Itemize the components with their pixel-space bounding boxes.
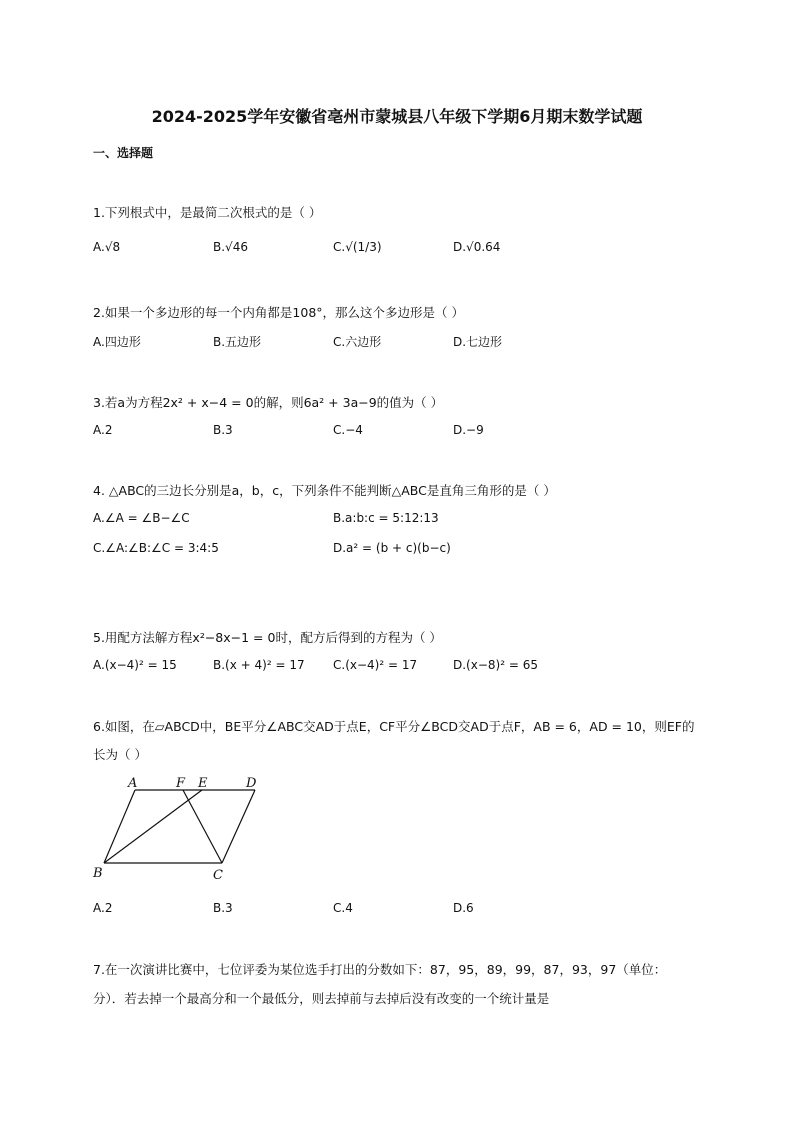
question-1-option-d: D.√0.64 <box>453 240 501 254</box>
question-5-option-d: D.(x−8)² = 65 <box>453 658 538 672</box>
question-6-option-a: A.2 <box>93 901 113 915</box>
question-5-stem: 5.用配方法解方程x²−8x−1 = 0时，配方后得到的方程为（ ） <box>93 630 442 645</box>
question-3-stem: 3.若a为方程2x² + x−4 = 0的解，则6a² + 3a−9的值为（ ） <box>93 395 444 410</box>
question-4-option-c: C.∠A:∠B:∠C = 3:4:5 <box>93 541 219 555</box>
question-4-option-d: D.a² = (b + c)(b−c) <box>333 541 451 555</box>
question-6-option-b: B.3 <box>213 901 233 915</box>
question-1-stem: 1.下列根式中，是最简二次根式的是（ ） <box>93 205 322 220</box>
question-3-option-c: C.−4 <box>333 423 363 437</box>
segment-be <box>104 790 202 863</box>
question-1-option-c: C.√(1/3) <box>333 240 382 254</box>
question-2-option-b: B.五边形 <box>213 335 262 349</box>
question-4-stem: 4. △ABC的三边长分别是a，b，c，下列条件不能判断△ABC是直角三角形的是（ ） <box>93 483 556 498</box>
section-heading: 一、选择题 <box>93 146 154 160</box>
question-6-option-d: D.6 <box>453 901 474 915</box>
label-d: D <box>246 776 257 791</box>
question-5-option-b: B.(x + 4)² = 17 <box>213 658 305 672</box>
question-3-option-a: A.2 <box>93 423 113 437</box>
parallelogram-diagram <box>92 773 272 885</box>
question-4-option-b: B.a:b:c = 5:12:13 <box>333 511 439 525</box>
question-2-option-d: D.七边形 <box>453 335 503 349</box>
question-7-stem-line2: 分）．若去掉一个最高分和一个最低分，则去掉前与去掉后没有改变的一个统计量是 <box>93 991 550 1006</box>
label-a: A <box>128 776 138 791</box>
question-7-stem-line1: 7.在一次演讲比赛中，七位评委为某位选手打出的分数如下：87，95，89，99，87，93，97（单位： <box>93 962 667 977</box>
label-b: B <box>93 866 103 881</box>
question-2-option-a: A.四边形 <box>93 335 141 349</box>
question-2-stem: 2.如果一个多边形的每一个内角都是108°，那么这个多边形是（ ） <box>93 305 465 320</box>
question-3-option-d: D.−9 <box>453 423 484 437</box>
question-1-option-b: B.√46 <box>213 240 248 254</box>
label-f: F <box>176 776 186 791</box>
question-5-option-c: C.(x−4)² = 17 <box>333 658 418 672</box>
label-c: C <box>213 868 223 883</box>
question-2-option-c: C.六边形 <box>333 335 382 349</box>
question-6-stem-line2: 长为（ ） <box>93 747 147 762</box>
question-5-option-a: A.(x−4)² = 15 <box>93 658 177 672</box>
page-title: 2024-2025学年安徽省亳州市蒙城县八年级下学期6月期末数学试题 <box>151 107 643 126</box>
label-e: E <box>198 776 208 791</box>
question-6-option-c: C.4 <box>333 901 353 915</box>
question-4-option-a: A.∠A = ∠B−∠C <box>93 511 190 525</box>
question-3-option-b: B.3 <box>213 423 233 437</box>
question-1-option-a: A.√8 <box>93 240 121 254</box>
question-6-stem-line1: 6.如图，在▱ABCD中，BE平分∠ABC交AD于点E，CF平分∠BCD交AD于点F，AB = 6，AD = 10，则EF的 <box>93 719 695 734</box>
segment-cf <box>183 790 222 863</box>
side-cd <box>222 790 255 863</box>
